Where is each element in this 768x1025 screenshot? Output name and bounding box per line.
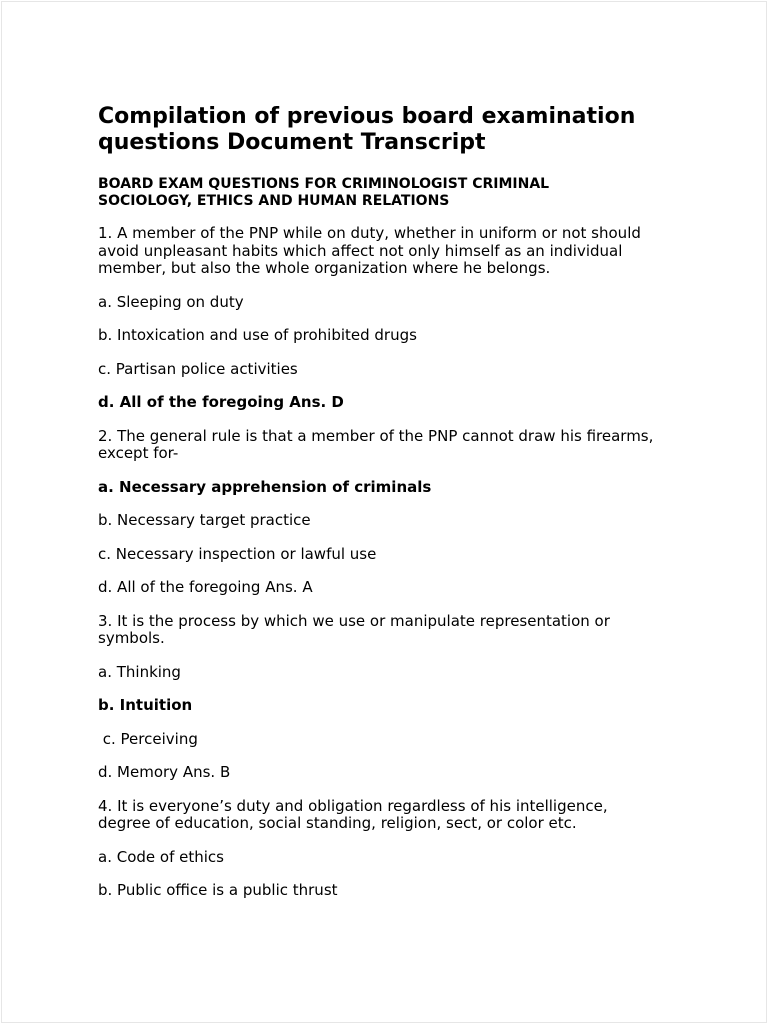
document-title-line: questions Document Transcript [98,130,486,155]
document-content [98,104,698,916]
question-stem-line: 3. It is the process by which we use or manipulate representation or [98,611,610,630]
answer-option: b. Intoxication and use of prohibited drugs [98,326,417,344]
document-subtitle-line: BOARD EXAM QUESTIONS FOR CRIMINOLOGIST CRIMINAL [98,176,550,192]
answer-option: c. Necessary inspection or lawful use [98,544,377,563]
question-stem [98,798,698,833]
document-page [1,1,767,1023]
answer-option: a. Thinking [98,662,181,681]
question-list [98,225,698,900]
question-stem-line: degree of education, social standing, religion, sect, or color etc. [98,814,577,832]
question-stem-line: symbols. [98,629,165,647]
question-stem [98,613,698,648]
answer-option-correct: d. All of the foregoing Ans. D [98,393,344,411]
answer-option: b. Necessary target practice [98,511,311,529]
document-title [98,104,698,156]
answer-option: d. All of the foregoing Ans. A [98,578,313,596]
question-stem-line: 2. The general rule is that a member of the PNP cannot draw his firearms, [98,426,654,445]
question-stem-line: avoid unpleasant habits which affect not only himself as an individual [98,241,623,260]
document-subtitle-line: SOCIOLOGY, ETHICS AND HUMAN RELATIONS [98,193,450,209]
question-stem-line: except for- [98,444,179,462]
answer-option: a. Sleeping on duty [98,292,244,311]
question-stem-line: 1. A member of the PNP while on duty, whether in uniform or not should [98,224,641,242]
question-stem-line: 4. It is everyone’s duty and obligation regardless of his intelligence, [98,796,608,815]
answer-option: a. Code of ethics [98,847,224,866]
question-stem [98,428,698,463]
answer-option-correct: b. Intuition [98,696,193,714]
answer-option: c. Partisan police activities [98,359,298,378]
answer-option-correct: a. Necessary apprehension of criminals [98,477,432,496]
answer-option: b. Public office is a public thrust [98,881,338,899]
answer-option: c. Perceiving [98,729,198,748]
document-subtitle [98,176,698,210]
document-title-line: Compilation of previous board examination [98,104,636,129]
question-stem-line: member, but also the whole organization where he belongs. [98,259,551,277]
answer-option: d. Memory Ans. B [98,763,231,781]
question-stem [98,225,698,278]
